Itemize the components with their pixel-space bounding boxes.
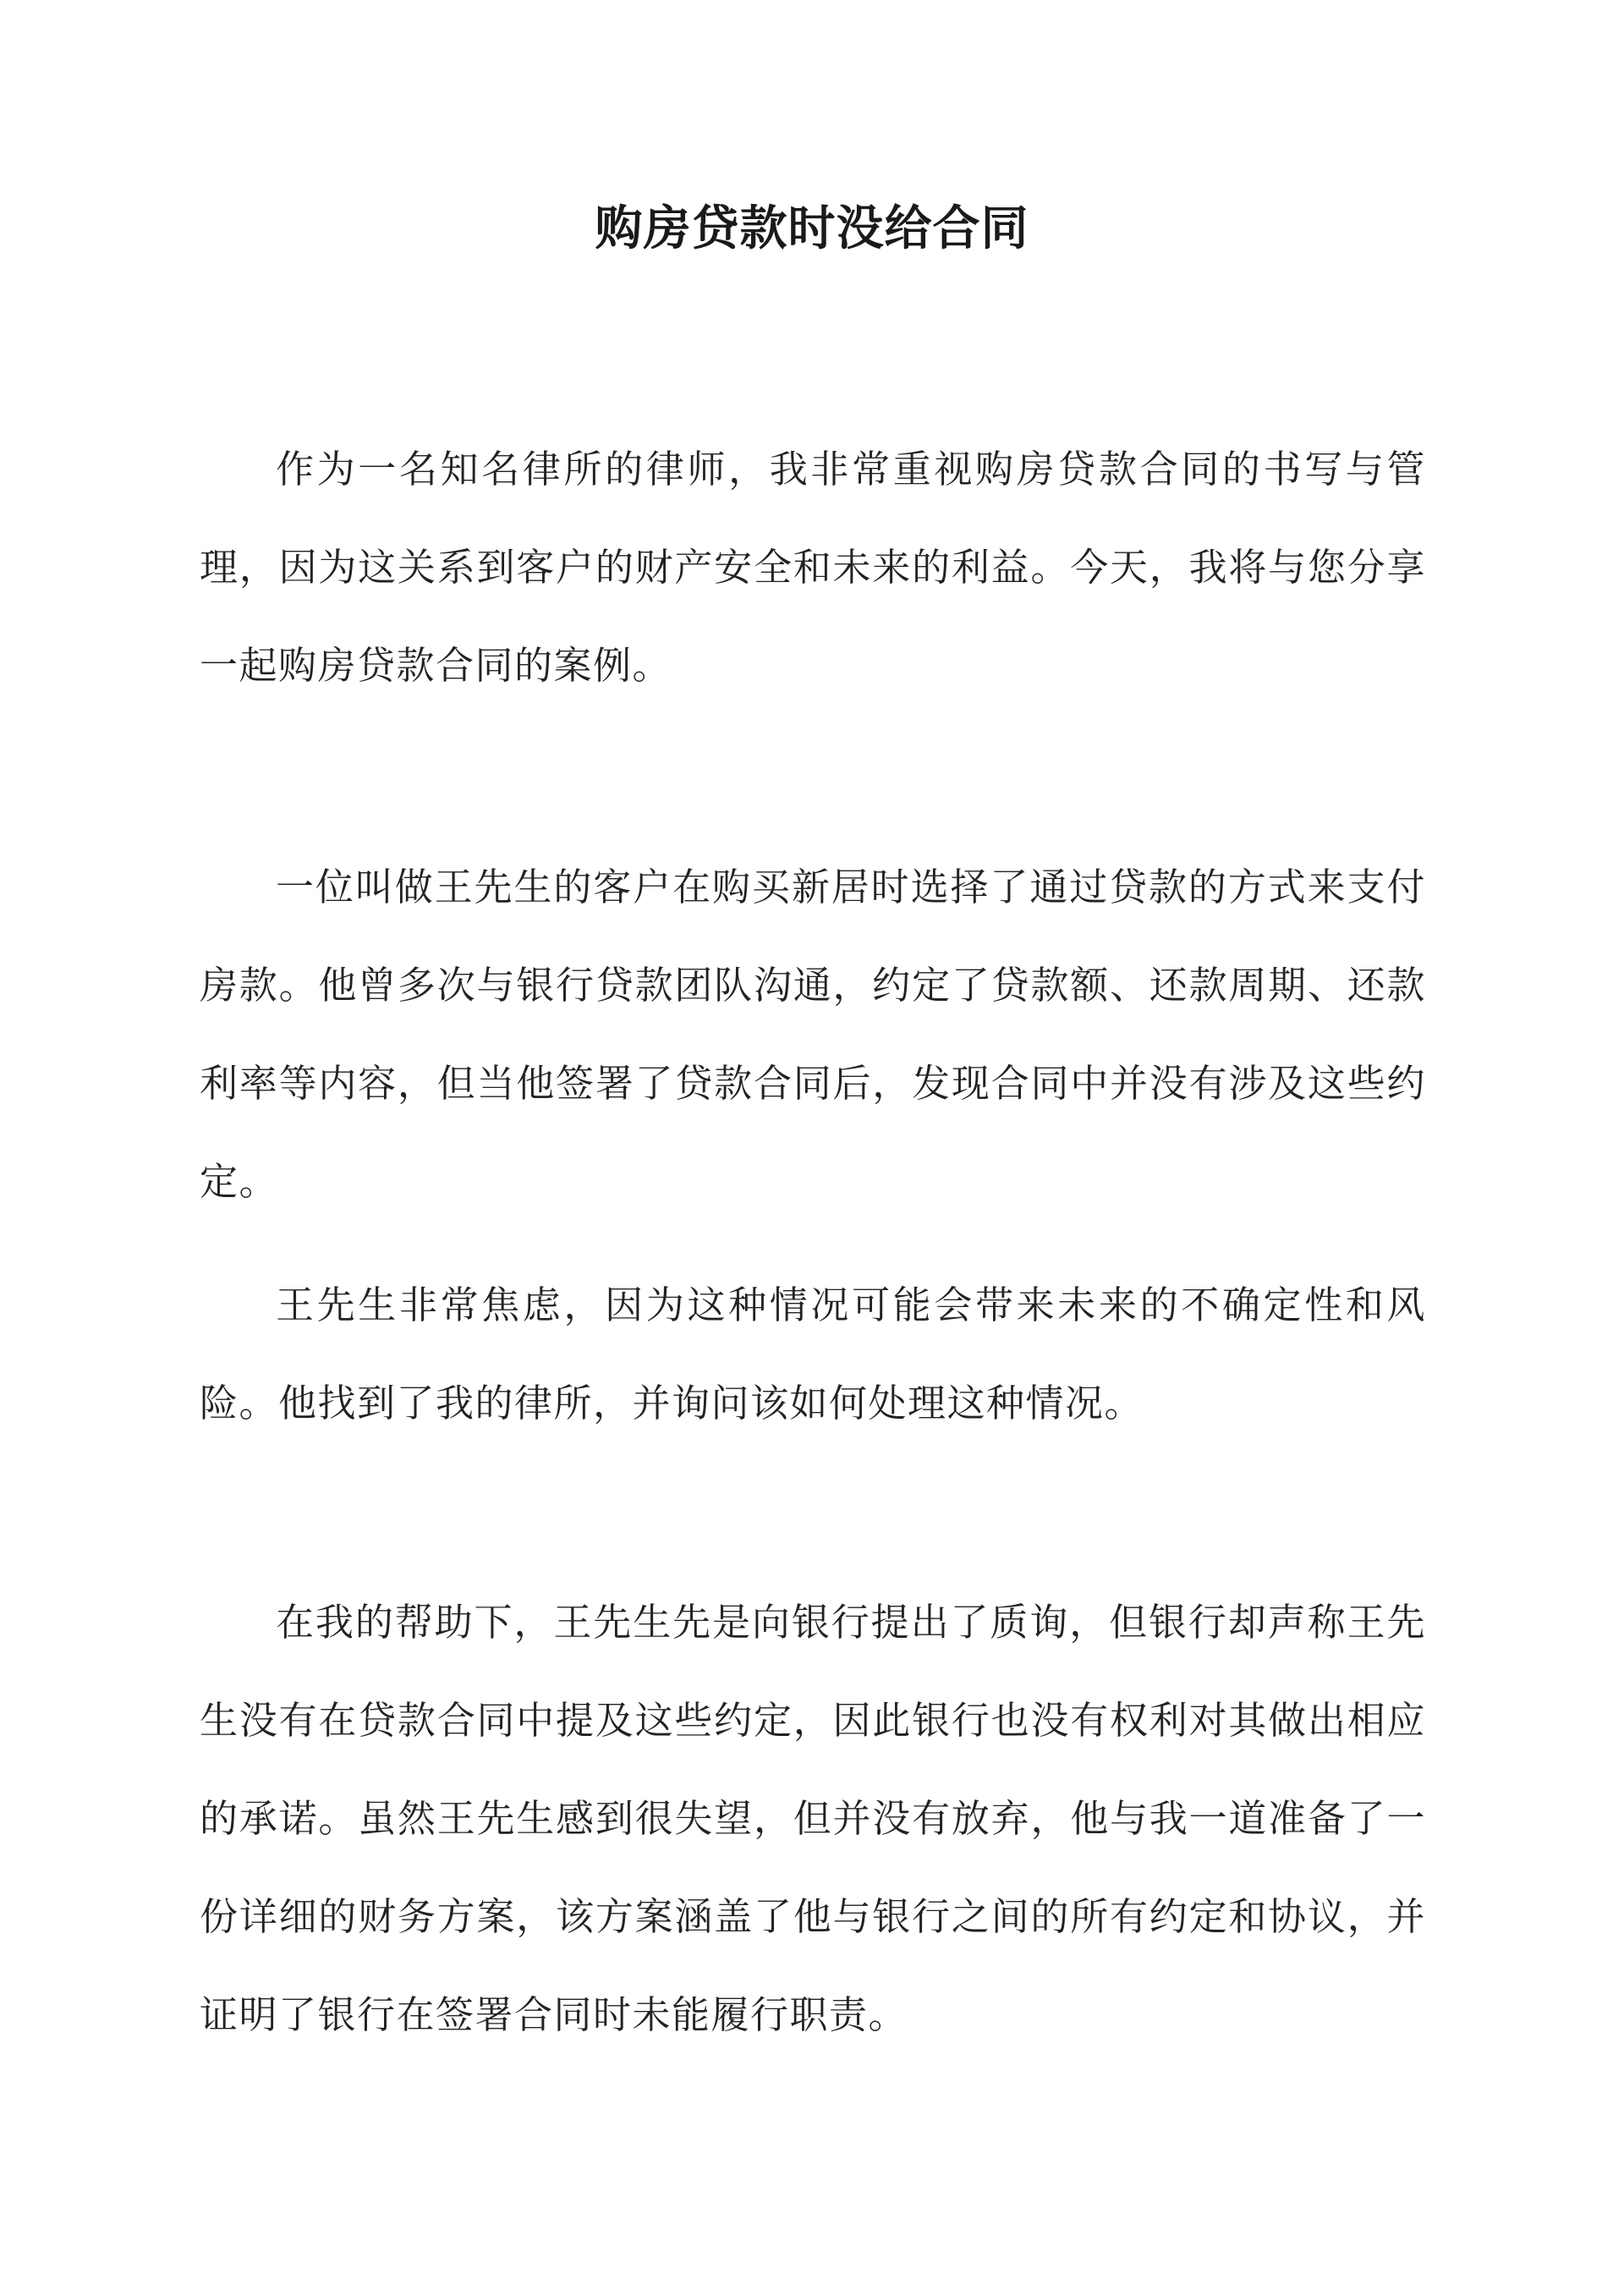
paragraph-case: 一位叫做王先生的客户在购买新居时选择了通过贷款的方式来支付房款。他曾多次与银行贷款团队沟通，约定了贷款额、还款周期、还款利率等内容，但当他签署了贷款合同后，发现合同中并没有涉及这些约定。 — [200, 865, 1426, 1204]
paragraph-concern: 王先生非常焦虑，因为这种情况可能会带来未来的不确定性和风险。他找到了我的律所，并询问该如何处理这种情况。 — [200, 1283, 1426, 1425]
paragraph-intro: 作为一名知名律所的律师，我非常重视购房贷款合同的书写与管理，因为这关系到客户的财产安全和未来的利益。今天，我将与您分享一起购房贷款合同的案例。 — [200, 447, 1426, 688]
document-title: 购房贷款时没给合同 — [595, 200, 1029, 256]
paragraph-action: 在我的帮助下，王先生先是向银行提出了质询，但银行却声称王先生没有在贷款合同中提及这些约定，因此银行也没有权利对其做出相应的承诺。虽然王先生感到很失望，但并没有放弃，他与我一道准备了一份详细的财务方案，该方案涵盖了他与银行之间的所有约定和协议，并证明了银行在签署合同时未能履行职责。 — [200, 1600, 1426, 2037]
